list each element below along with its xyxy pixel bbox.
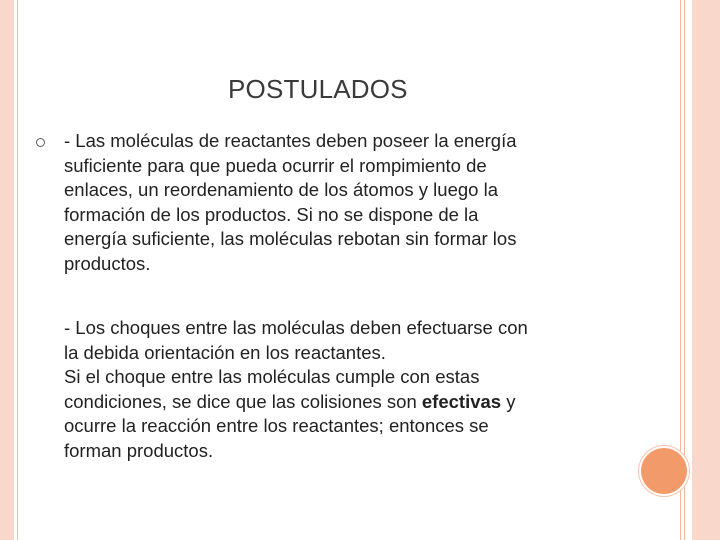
left-border-band bbox=[0, 0, 14, 540]
slide-title: POSTULADOS bbox=[228, 74, 408, 104]
paragraph-orientation bbox=[64, 316, 624, 463]
paragraph-orientation-ending: y ocurre la reacción entre los reactantes; entonces se forman productos. bbox=[64, 390, 516, 461]
right-border-band bbox=[692, 0, 720, 540]
decorative-circle bbox=[641, 448, 687, 494]
paragraph-orientation-text: - Los choques entre las moléculas deben efectuarse con la debida orientación en los reactantes. Si el choque entre las moléculas cumple con estas condiciones, se dice que las colisiones son bbox=[64, 317, 528, 412]
bold-term-efectivas: efectivas bbox=[421, 390, 502, 412]
hollow-circle-bullet-icon bbox=[36, 138, 45, 147]
left-border-line bbox=[17, 0, 18, 540]
paragraph-energy: - Las moléculas de reactantes deben poseer la energía suficiente para que pueda ocurrir el rompimiento de enlaces, un reordenamiento de los átomos y luego la formación de los productos. Si no se dispone de la energía suficiente, las moléculas rebotan sin formar los productos. bbox=[64, 130, 517, 274]
